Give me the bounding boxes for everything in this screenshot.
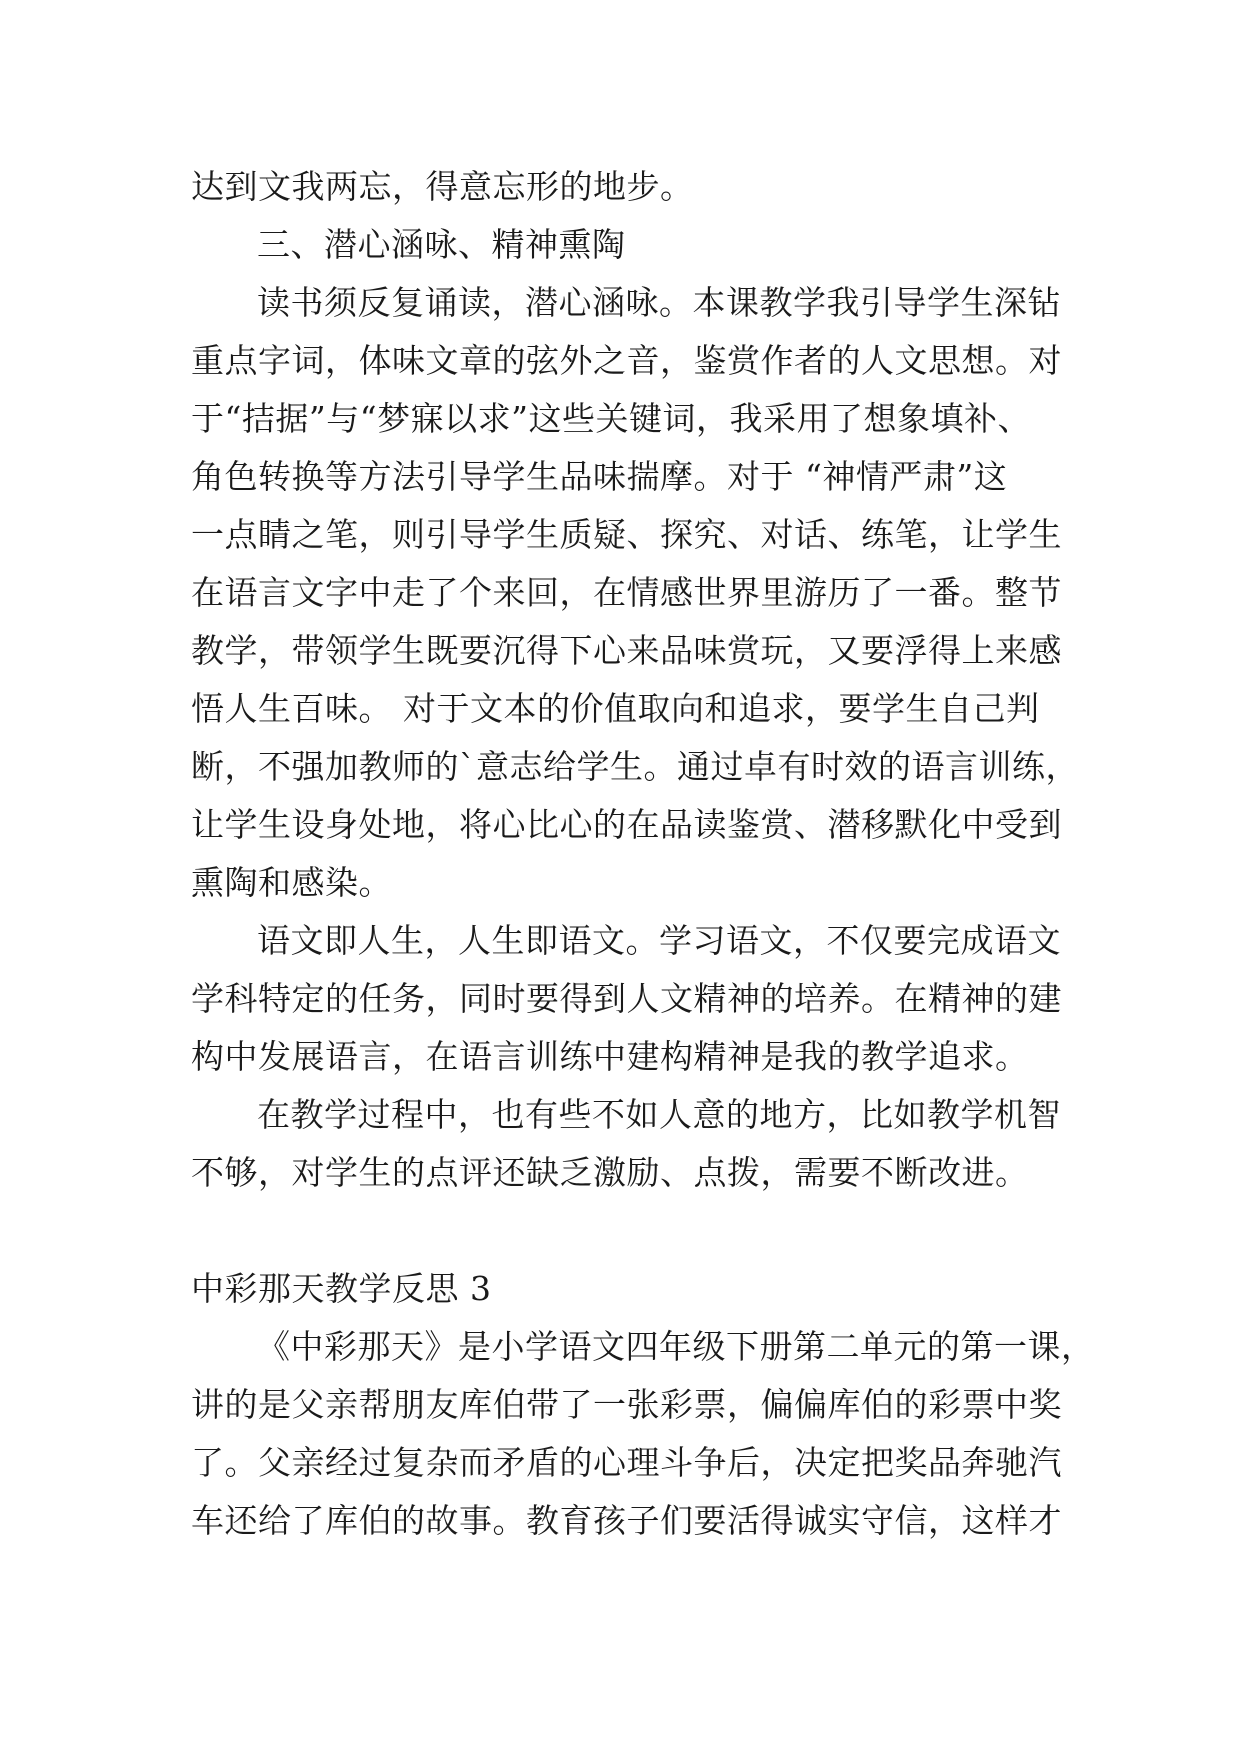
article-title: 中彩那天教学反思 3 <box>191 1269 492 1308</box>
text-line: 在语言文字中走了个来回，在情感世界里游历了一番。整节 <box>191 573 1062 612</box>
text-line: 车还给了库伯的故事。教育孩子们要活得诚实守信，这样才 <box>191 1501 1062 1540</box>
text-line: 熏陶和感染。 <box>191 863 392 902</box>
text-line: 于“拮据”与“梦寐以求”这些关键词，我采用了想象填补、 <box>191 399 1031 438</box>
text-line: 在教学过程中，也有些不如人意的地方，比如教学机智 <box>257 1095 1061 1134</box>
text-line: 悟人生百味。 对于文本的价值取向和追求，要学生自己判 <box>191 689 1040 728</box>
text-line: 不够，对学生的点评还缺乏激励、点拨，需要不断改进。 <box>191 1153 1029 1192</box>
text-line: 了。父亲经过复杂而矛盾的心理斗争后，决定把奖品奔驰汽 <box>191 1443 1062 1482</box>
text-line: 一点睛之笔，则引导学生质疑、探究、对话、练笔，让学生 <box>191 515 1062 554</box>
text-line: 让学生设身处地，将心比心的在品读鉴赏、潜移默化中受到 <box>191 805 1062 844</box>
text-line: 断，不强加教师的`意志给学生。通过卓有时效的语言训练， <box>191 747 1079 786</box>
text-line: 语文即人生，人生即语文。学习语文，不仅要完成语文 <box>257 921 1061 960</box>
text-line: 角色转换等方法引导学生品味揣摩。对于 “神情严肃”这 <box>191 457 1008 496</box>
text-line: 教学，带领学生既要沉得下心来品味赏玩，又要浮得上来感 <box>191 631 1062 670</box>
text-line: 构中发展语言，在语言训练中建构精神是我的教学追求。 <box>191 1037 1029 1076</box>
text-line: 《中彩那天》是小学语文四年级下册第二单元的第一课， <box>257 1327 1095 1366</box>
text-line: 讲的是父亲帮朋友库伯带了一张彩票，偏偏库伯的彩票中奖 <box>191 1385 1062 1424</box>
text-line: 达到文我两忘，得意忘形的地步。 <box>191 167 694 206</box>
text-line: 读书须反复诵读，潜心涵咏。本课教学我引导学生深钻 <box>257 283 1061 322</box>
text-line: 重点字词，体味文章的弦外之音，鉴赏作者的人文思想。对 <box>191 341 1062 380</box>
text-line: 学科特定的任务，同时要得到人文精神的培养。在精神的建 <box>191 979 1062 1018</box>
section-heading: 三、潜心涵咏、精神熏陶 <box>257 225 626 264</box>
